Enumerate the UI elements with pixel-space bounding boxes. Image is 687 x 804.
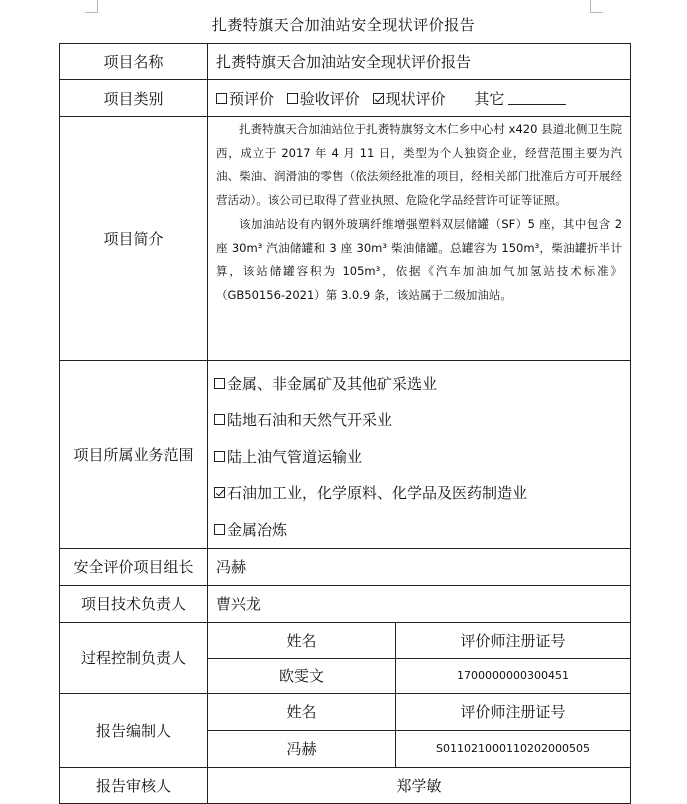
category-option-pre[interactable] <box>216 88 274 109</box>
page-corner-mark-left <box>85 0 98 13</box>
row-project-intro <box>60 117 631 361</box>
category-option-acceptance[interactable] <box>287 88 360 109</box>
scope-item-label: 金属、非金属矿及其他矿采选业 <box>227 374 438 393</box>
scope-item[interactable] <box>214 438 630 475</box>
tech-lead-value: 曹兴龙 <box>208 585 631 622</box>
category-option-other <box>474 88 566 109</box>
report-author-cert: S011021000110202000505 <box>396 730 631 767</box>
row-team-leader <box>60 548 631 585</box>
report-reviewer-label: 报告审核人 <box>60 767 208 803</box>
report-info-table <box>59 43 631 804</box>
process-control-col-cert: 评价师注册证号 <box>396 622 631 658</box>
row-project-category <box>60 80 631 117</box>
project-intro-text <box>208 117 631 361</box>
project-intro-label: 项目简介 <box>60 117 208 361</box>
process-control-cert: 1700000000300451 <box>396 658 631 693</box>
intro-paragraph: 扎赉特旗天合加油站位于扎赉特旗努文木仁乡中心村 x420 县道北侧卫生院西，成立于 2017 年 4 月 11 日，类型为个人独资企业，经营范围主要为汽油、柴油、润滑油的零售（依法须经批准的项目，经相关部门批准后方可开展经营活动）。该公司已取得了营业执照、危险化学品经营许可证等证照。 <box>216 122 623 208</box>
project-category-label: 项目类别 <box>60 80 208 117</box>
project-name-label: 项目名称 <box>60 44 208 80</box>
report-reviewer-value: 郑学敏 <box>208 767 631 803</box>
document-title: 扎赉特旗天合加油站安全现状评价报告 <box>211 16 476 34</box>
report-author-col-name: 姓名 <box>208 693 396 730</box>
process-control-label: 过程控制负责人 <box>60 622 208 693</box>
scope-item[interactable] <box>214 365 630 402</box>
category-option-label: 验收评价 <box>299 89 360 108</box>
category-option-status[interactable] <box>373 88 446 109</box>
team-leader-value: 冯赫 <box>208 548 631 585</box>
checkbox-checked-icon[interactable] <box>214 487 225 498</box>
scope-item-label: 陆地石油和天然气开采业 <box>227 411 393 430</box>
report-author-label: 报告编制人 <box>60 693 208 767</box>
business-scope-label: 项目所属业务范围 <box>60 361 208 549</box>
scope-item[interactable] <box>214 402 630 439</box>
report-author-col-cert: 评价师注册证号 <box>396 693 631 730</box>
row-tech-lead <box>60 585 631 622</box>
category-other-blank-line[interactable] <box>508 92 566 105</box>
intro-paragraph: 该加油站设有内钢外玻璃纤维增强塑料双层储罐（SF）5 座，其中包含 2 座 30m³ 汽油储罐和 3 座 30m³ 柴油储罐。总罐容为 150m³，柴油罐折半计算，该站储罐容积为 105m³，依据《汽车加油加气加氢站技术标准》（GB50156-2021）第 3.0.9 条，该站属于二级加油站。 <box>216 216 623 302</box>
team-leader-label: 安全评价项目组长 <box>60 548 208 585</box>
category-option-label: 预评价 <box>229 89 275 108</box>
category-other-label: 其它 <box>474 89 505 108</box>
checkbox-unchecked-icon[interactable] <box>214 451 225 462</box>
project-category-options <box>208 80 631 117</box>
category-option-label: 现状评价 <box>385 89 446 108</box>
project-name-value: 扎赉特旗天合加油站安全现状评价报告 <box>208 44 631 80</box>
checkbox-unchecked-icon[interactable] <box>214 378 225 389</box>
checkbox-checked-icon[interactable] <box>373 93 384 104</box>
process-control-col-name: 姓名 <box>208 622 396 658</box>
scope-item[interactable] <box>214 511 630 548</box>
row-report-author-header <box>60 693 631 730</box>
page-corner-mark-right <box>590 0 603 13</box>
scope-item-label: 金属冶炼 <box>227 520 288 539</box>
scope-item-label: 陆上油气管道运输业 <box>227 447 363 466</box>
checkbox-unchecked-icon[interactable] <box>214 524 225 535</box>
scope-item-label: 石油加工业，化学原料、化学品及医药制造业 <box>227 484 528 503</box>
report-author-name: 冯赫 <box>208 730 396 767</box>
row-business-scope <box>60 361 631 549</box>
scope-item[interactable] <box>214 475 630 512</box>
checkbox-unchecked-icon[interactable] <box>216 93 227 104</box>
row-report-reviewer <box>60 767 631 803</box>
row-project-name <box>60 44 631 80</box>
row-process-control-header <box>60 622 631 658</box>
checkbox-unchecked-icon[interactable] <box>214 414 225 425</box>
process-control-name: 欧雯文 <box>208 658 396 693</box>
business-scope-list <box>208 361 631 549</box>
checkbox-unchecked-icon[interactable] <box>287 93 298 104</box>
tech-lead-label: 项目技术负责人 <box>60 585 208 622</box>
